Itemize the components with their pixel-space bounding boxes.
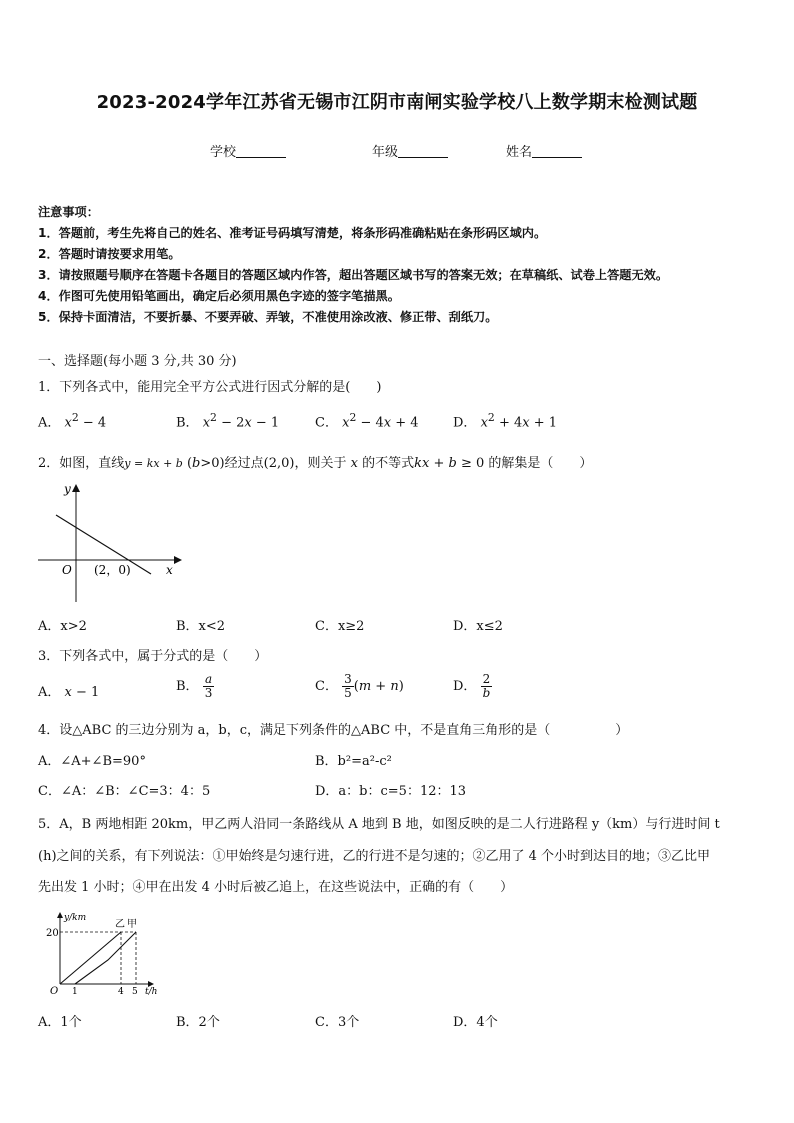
series-yi-line (75, 932, 136, 984)
series-label: 甲 (127, 919, 137, 930)
x-axis-label: x (166, 563, 173, 577)
q5-option-a[interactable]: A．1个 (38, 1015, 82, 1030)
q2-option-d[interactable]: D．x≤2 (453, 619, 503, 634)
name-label: 姓名 (506, 145, 533, 160)
x-tick-label: 4 (118, 987, 124, 997)
q4-option-d[interactable]: D．a：b：c=5：12：13 (315, 784, 467, 799)
q2-option-a[interactable]: A．x>2 (38, 619, 87, 634)
q5-option-c[interactable]: C．3个 (315, 1015, 360, 1030)
name-field[interactable] (506, 141, 582, 160)
grade-field[interactable] (372, 141, 448, 160)
y-tick-label: 20 (46, 928, 59, 939)
notes-heading: 注意事项： (38, 205, 99, 219)
q1-option-d[interactable]: D． $x^2 + 4x + 1$ (453, 411, 558, 431)
q3-option-b[interactable]: B． $\frac{a}{3}$ (176, 672, 213, 700)
q3-option-c[interactable]: C． $\frac{3}{5}$ (m + n) (315, 672, 404, 700)
q5-option-d[interactable]: D．4个 (453, 1015, 498, 1030)
q1-option-b[interactable]: B． $x^2 - 2x - 1$ (176, 411, 280, 431)
q1-option-a[interactable]: A． $x^2 - 4$ (38, 411, 107, 431)
q5-graph (30, 908, 170, 998)
y-axis-label: y/km (64, 913, 87, 923)
q3-option-a[interactable]: A． x − 1 (38, 685, 100, 700)
q5-stem-line1: 5．A，B 两地相距 20km，甲乙两人沿同一条路线从 A 地到 B 地，如图反映的是二人行进路程 y（km）与行进时间 t (38, 817, 720, 832)
note-item: 3．请按照题号顺序在答题卡各题目的答题区域内作答，超出答题区域书写的答案无效；在草稿纸、试卷上答题无效。 (38, 268, 669, 282)
note-item: 4．作图可先使用铅笔画出，确定后必须用黑色字迹的签字笔描黑。 (38, 289, 400, 303)
page-title: 2023-2024学年江苏省无锡市江阴市南闸实验学校八上数学期末检测试题 (96, 92, 698, 113)
x-tick-label: 5 (132, 987, 138, 997)
point-label: (2，0) (94, 563, 131, 577)
note-item: 2．答题时请按要求用笔。 (38, 247, 181, 261)
q4-stem: 4．设△ABC 的三边分别为 a，b，c，满足下列条件的△ABC 中，不是直角三角形的是（ ） (38, 723, 629, 738)
x-tick-label: 1 (72, 987, 78, 997)
school-field[interactable] (210, 141, 286, 160)
q1-option-c[interactable]: C． $x^2 - 4x + 4$ (315, 411, 419, 431)
q2-graph (30, 478, 190, 608)
q2-option-b[interactable]: B．x<2 (176, 619, 226, 634)
note-item: 5．保持卡面清洁，不要折暴、不要弄破、弄皱，不准使用涂改液、修正带、刮纸刀。 (38, 310, 498, 324)
grade-label: 年级 (372, 145, 399, 160)
note-item: 1．答题前，考生先将自己的姓名、准考证号码填写清楚，将条形码准确粘贴在条形码区域内。 (38, 226, 547, 240)
q1-stem: 1．下列各式中，能用完全平方公式进行因式分解的是( ) (38, 380, 382, 395)
q4-option-a[interactable]: A．∠A+∠B=90° (38, 754, 146, 769)
y-axis-label: y (64, 482, 71, 496)
origin-label: O (62, 563, 72, 577)
q4-option-b[interactable]: B．b²=a²-c² (315, 754, 392, 769)
series-jia-line (60, 932, 121, 984)
q5-stem-line2: (h)之间的关系，有下列说法：①甲始终是匀速行进，乙的行进不是匀速的；②乙用了 4 个小时到达目的地；③乙比甲 (38, 849, 711, 864)
q3-stem: 3．下列各式中，属于分式的是（ ） (38, 649, 268, 664)
q3-option-d[interactable]: D． $\frac{2}{b}$ (453, 672, 491, 700)
q5-stem-line3: 先出发 1 小时；④甲在出发 4 小时后被乙追上，在这些说法中，正确的有（ ） (38, 880, 514, 895)
q2-option-c[interactable]: C．x≥2 (315, 619, 365, 634)
series-label: 乙 (115, 919, 125, 930)
q2-stem: 2．如图，直线y = kx + b (b>0)经过点(2,0)，则关于 x 的不等式kx + b ≥ 0 的解集是（ ） (38, 456, 593, 471)
q5-option-b[interactable]: B．2个 (176, 1015, 220, 1030)
origin-label: O (50, 986, 59, 997)
section-heading: 一、选择题(每小题 3 分,共 30 分) (38, 354, 237, 369)
x-axis-label: t/h (145, 987, 158, 997)
q4-option-c[interactable]: C．∠A：∠B：∠C=3：4：5 (38, 784, 211, 799)
school-label: 学校 (210, 145, 237, 160)
